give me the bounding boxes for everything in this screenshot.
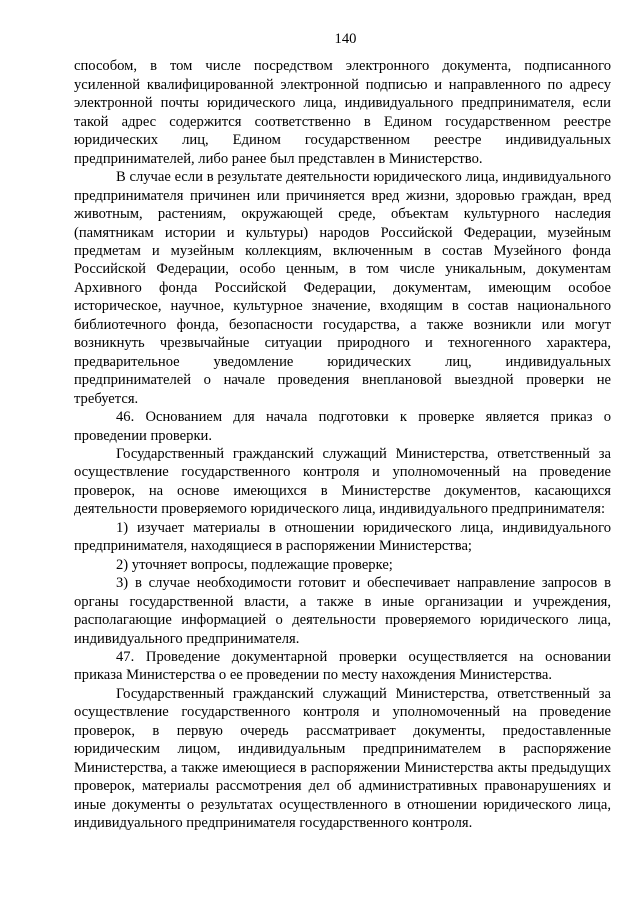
paragraph-item-47: 47. Проведение документарной проверки осуществляется на основании приказа Министерства о ее проведении по месту нахождения Министерства. — [74, 648, 611, 684]
list-item-1: 1) изучает материалы в отношении юридического лица, индивидуального предпринимателя, находящиеся в распоряжении Министерства; — [74, 519, 611, 555]
paragraph-servant-duties: Государственный гражданский служащий Министерства, ответственный за осуществление государственного контроля и уполномоченный на проведение проверок, на основе имеющихся в Министерстве документов, касающихся деятельности проверяемого юридического лица, индивидуального предпринимателя: — [74, 445, 611, 518]
page-number: 140 — [334, 31, 357, 47]
paragraph-harm-case: В случае если в результате деятельности юридического лица, индивидуального предпринимателя причинен или причиняется вред жизни, здоровью граждан, вред животным, растениям, окружающей среде, объектам культурного наследия (памятникам истории и культуры) народов Российской Федерации, музейным предметам и музейным коллекциям, включенным в состав Музейного фонда Российской Федерации, особо ценным, в том числе уникальным, документам Архивного фонда Российской Федерации, документам, имеющим особое историческое, научное, культурное значение, входящим в состав национального библиотечного фонда, безопасности государства, а также возникли или могут возникнуть чрезвычайные ситуации природного и техногенного характера, предварительное уведомление юридических лиц, индивидуальных предпринимателей о начале проведения внеплановой выездной проверки не требуется. — [74, 169, 611, 407]
document-page — [74, 30, 611, 832]
paragraph-document-review: Государственный гражданский служащий Министерства, ответственный за осуществление государственного контроля и уполномоченный на проведение проверок, в первую очередь рассматривает документы, предоставленные юридическим лицом, индивидуальным предпринимателем в распоряжение Министерства, а также имеющиеся в распоряжении Министерства акты предыдущих проверок, материалы рассмотрения дел об административных правонарушениях и иные документы о результатах осуществленного в отношении юридического лица, индивидуального предпринимателя государственного контроля. — [74, 685, 611, 832]
paragraph-item-46: 46. Основанием для начала подготовки к проверке является приказ о проведении проверки. — [74, 409, 611, 444]
paragraph-continuation: способом, в том числе посредством электронного документа, подписанного усиленной квалифицированной электронной подписью и направленного по адресу электронной почты юридического лица, индивидуального предпринимателя, если такой адрес содержится соответственно в Едином государственном реестре юридических лиц, Едином государственном реестре индивидуальных предпринимателей, либо ранее был представлен в Министерство. — [74, 58, 611, 167]
list-item-3: 3) в случае необходимости готовит и обеспечивает направление запросов в органы государственной власти, а также в иные организации и учреждения, располагающие информацией о деятельности проверяемого юридического лица, индивидуального предпринимателя. — [74, 575, 611, 647]
list-item-2: 2) уточняет вопросы, подлежащие проверке; — [116, 556, 393, 573]
